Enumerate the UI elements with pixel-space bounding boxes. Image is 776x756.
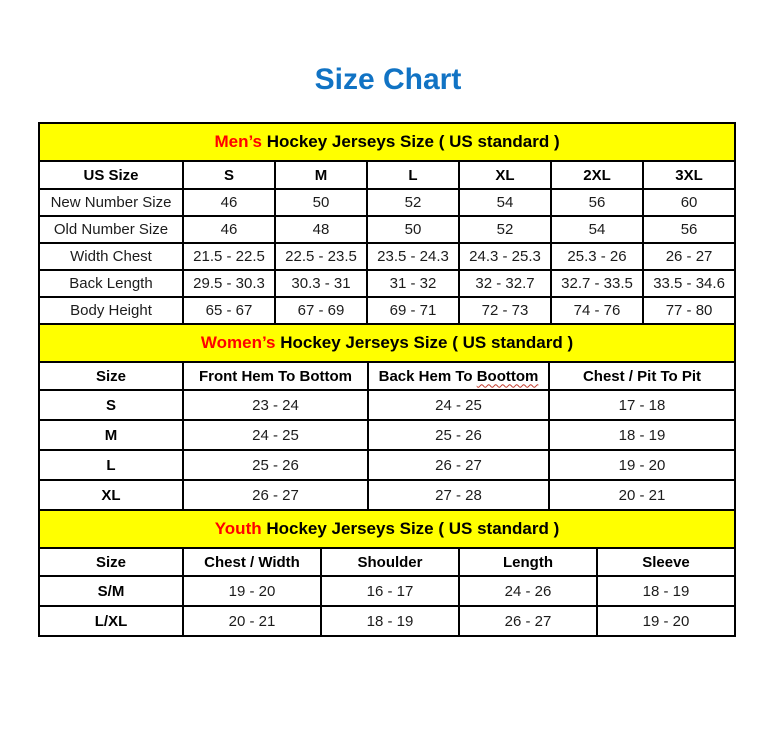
cell: 18 - 19 <box>597 576 735 606</box>
cell: 50 <box>275 189 367 216</box>
cell: 22.5 - 23.5 <box>275 243 367 270</box>
cell: 18 - 19 <box>321 606 459 636</box>
cell: 54 <box>551 216 643 243</box>
cell: 77 - 80 <box>643 297 735 324</box>
mens-section-title-highlight: Men’s <box>214 132 262 151</box>
cell: 67 - 69 <box>275 297 367 324</box>
cell: 18 - 19 <box>549 420 735 450</box>
womens-col-header: Size <box>39 362 183 390</box>
mens-col-header: L <box>367 161 459 189</box>
cell: 54 <box>459 189 551 216</box>
cell: 17 - 18 <box>549 390 735 420</box>
cell: 31 - 32 <box>367 270 459 297</box>
womens-section-title-highlight: Women’s <box>200 333 276 352</box>
table-row <box>39 450 735 480</box>
table-row <box>39 390 735 420</box>
mens-section-band <box>39 123 735 161</box>
table-row <box>39 243 735 270</box>
cell: 19 - 20 <box>597 606 735 636</box>
cell: 24 - 26 <box>459 576 597 606</box>
cell: 27 - 28 <box>368 480 549 510</box>
youth-col-header: Length <box>459 548 597 576</box>
cell: 56 <box>551 189 643 216</box>
table-row <box>39 576 735 606</box>
mens-row-label: New Number Size <box>39 189 183 216</box>
cell: 26 - 27 <box>368 450 549 480</box>
mens-col-header: 2XL <box>551 161 643 189</box>
womens-col-header: Front Hem To Bottom <box>183 362 368 390</box>
womens-section-band <box>39 324 735 362</box>
mens-col-header: XL <box>459 161 551 189</box>
youth-section-band <box>39 510 735 548</box>
womens-col-header-prefix: Back Hem To <box>378 367 477 385</box>
cell: 50 <box>367 216 459 243</box>
womens-row-label: L <box>39 450 183 480</box>
cell: 23.5 - 24.3 <box>367 243 459 270</box>
cell: 32.7 - 33.5 <box>551 270 643 297</box>
youth-section-title-rest: Hockey Jerseys Size ( US standard ) <box>261 519 560 538</box>
cell: 25 - 26 <box>368 420 549 450</box>
mens-section-title-rest: Hockey Jerseys Size ( US standard ) <box>262 132 560 151</box>
youth-row-label: L/XL <box>39 606 183 636</box>
youth-col-header: Shoulder <box>321 548 459 576</box>
cell: 24 - 25 <box>368 390 549 420</box>
cell: 26 - 27 <box>183 480 368 510</box>
womens-row-label: M <box>39 420 183 450</box>
page-title: Size Chart <box>314 63 462 96</box>
cell: 20 - 21 <box>183 606 321 636</box>
cell: 48 <box>275 216 367 243</box>
table-row <box>39 606 735 636</box>
cell: 30.3 - 31 <box>275 270 367 297</box>
youth-col-header: Size <box>39 548 183 576</box>
cell: 23 - 24 <box>183 390 368 420</box>
cell: 52 <box>459 216 551 243</box>
youth-row-label: S/M <box>39 576 183 606</box>
cell: 21.5 - 22.5 <box>183 243 275 270</box>
misspelled-word-squiggle: Boottom <box>476 367 539 385</box>
cell: 56 <box>643 216 735 243</box>
cell: 29.5 - 30.3 <box>183 270 275 297</box>
table-row <box>39 420 735 450</box>
youth-col-header: Sleeve <box>597 548 735 576</box>
mens-section-title <box>39 123 735 161</box>
mens-col-header: 3XL <box>643 161 735 189</box>
womens-header-row <box>39 362 735 390</box>
cell: 26 - 27 <box>643 243 735 270</box>
womens-section-title <box>39 324 735 362</box>
table-row <box>39 216 735 243</box>
mens-row-label: Body Height <box>39 297 183 324</box>
mens-row-label: Width Chest <box>39 243 183 270</box>
mens-col-header: US Size <box>39 161 183 189</box>
womens-col-header <box>368 362 549 390</box>
youth-section-title <box>39 510 735 548</box>
table-row <box>39 480 735 510</box>
cell: 16 - 17 <box>321 576 459 606</box>
youth-section-title-highlight: Youth <box>214 519 262 538</box>
mens-row-label: Back Length <box>39 270 183 297</box>
youth-col-header: Chest / Width <box>183 548 321 576</box>
table-row <box>39 297 735 324</box>
cell: 26 - 27 <box>459 606 597 636</box>
cell: 74 - 76 <box>551 297 643 324</box>
womens-row-label: XL <box>39 480 183 510</box>
cell: 19 - 20 <box>549 450 735 480</box>
cell: 52 <box>367 189 459 216</box>
cell: 46 <box>183 189 275 216</box>
cell: 46 <box>183 216 275 243</box>
cell: 60 <box>643 189 735 216</box>
cell: 25.3 - 26 <box>551 243 643 270</box>
mens-header-row <box>39 161 735 189</box>
womens-size-table <box>38 323 736 511</box>
mens-size-table <box>38 122 736 325</box>
cell: 19 - 20 <box>183 576 321 606</box>
mens-row-label: Old Number Size <box>39 216 183 243</box>
cell: 32 - 32.7 <box>459 270 551 297</box>
table-row <box>39 189 735 216</box>
cell: 24 - 25 <box>183 420 368 450</box>
youth-size-table <box>38 509 736 637</box>
cell: 72 - 73 <box>459 297 551 324</box>
table-row <box>39 270 735 297</box>
mens-col-header: S <box>183 161 275 189</box>
youth-header-row <box>39 548 735 576</box>
womens-row-label: S <box>39 390 183 420</box>
cell: 25 - 26 <box>183 450 368 480</box>
mens-col-header: M <box>275 161 367 189</box>
womens-col-header: Chest / Pit To Pit <box>549 362 735 390</box>
cell: 65 - 67 <box>183 297 275 324</box>
cell: 33.5 - 34.6 <box>643 270 735 297</box>
womens-section-title-rest: Hockey Jerseys Size ( US standard ) <box>275 333 574 352</box>
cell: 69 - 71 <box>367 297 459 324</box>
cell: 24.3 - 25.3 <box>459 243 551 270</box>
cell: 20 - 21 <box>549 480 735 510</box>
